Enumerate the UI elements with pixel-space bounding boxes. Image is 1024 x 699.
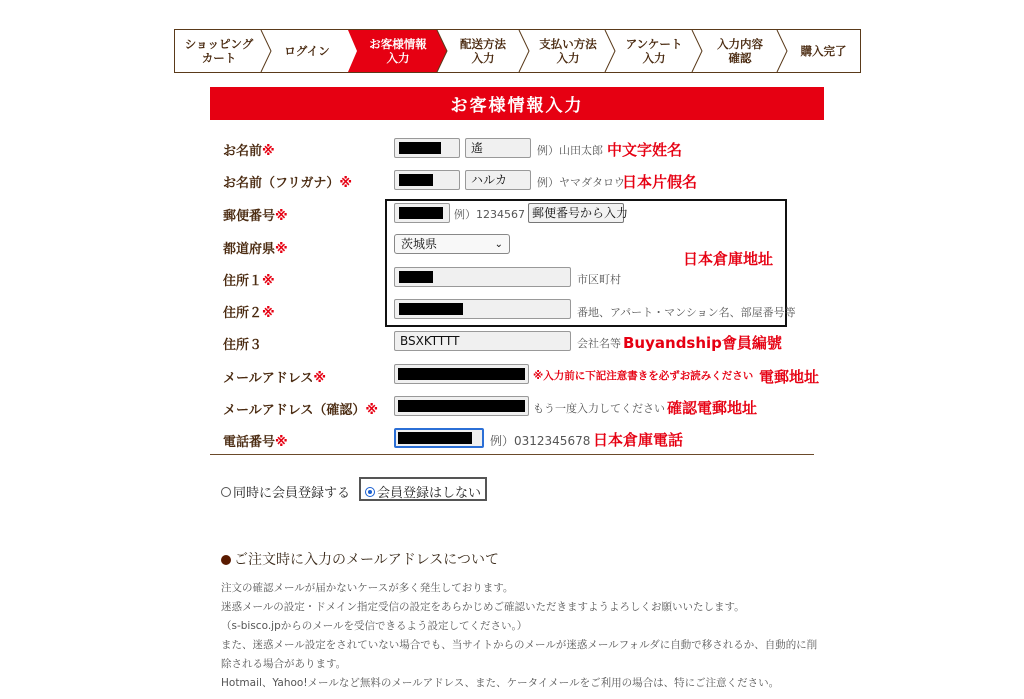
email-confirm-hint: もう一度入力してください (533, 402, 665, 415)
redacted-block (399, 207, 443, 219)
redacted-block (398, 368, 525, 380)
last-kana-input[interactable] (394, 170, 460, 190)
notice-line: Hotmail、Yahoo!メールなど無料のメールアドレス、また、ケータイメールをご利用の場合は、特にご注意ください。 (221, 677, 780, 689)
no-register-radio[interactable]: 会員登録はしない (365, 482, 481, 501)
kana-annotation: 日本片假名 (622, 173, 698, 191)
step-payment: 支払い方法 入力 (539, 37, 597, 65)
notice-line: 注文の確認メールが届かないケースが多く発生しております。 (221, 582, 514, 594)
step-shipping: 配送方法 入力 (460, 37, 506, 65)
page-title: お客様情報入力 (210, 87, 824, 120)
name-annotation: 中文字姓名 (607, 141, 683, 159)
name-label: お名前※ (223, 144, 275, 159)
radio-icon (221, 487, 231, 497)
phone-annotation: 日本倉庫電話 (593, 431, 684, 449)
member-id-annotation: Buyandship會員編號 (623, 334, 782, 352)
redacted-block (399, 271, 433, 283)
postal-label: 郵便番号※ (223, 209, 288, 224)
email-annotation: 電郵地址 (759, 368, 820, 386)
redacted-block (399, 142, 441, 154)
step-cart: ショッピング カート (184, 37, 254, 65)
step-complete: 購入完了 (800, 44, 847, 58)
register-member-radio[interactable]: 同時に会員登録する (221, 482, 350, 501)
kana-example: 例）ヤマダタロウ (537, 176, 625, 189)
prefecture-select[interactable] (394, 234, 510, 254)
address3-hint: 会社名等 (577, 337, 621, 350)
email-confirm-annotation: 確認電郵地址 (667, 399, 758, 417)
address1-hint: 市区町村 (577, 273, 621, 286)
redacted-block (399, 174, 433, 186)
email-input[interactable] (394, 364, 529, 384)
address3-label: 住所３ (223, 338, 263, 353)
address2-label: 住所２※ (223, 306, 275, 321)
redacted-block (399, 303, 463, 315)
phone-label: 電話番号※ (223, 435, 288, 450)
phone-example: 例）0312345678 (490, 434, 591, 448)
phone-input[interactable] (394, 428, 484, 448)
address2-hint: 番地、アパート・マンション名、部屋番号等 (577, 306, 796, 319)
email-confirm-input[interactable] (394, 396, 529, 416)
notice-line: 除される場合があります。 (221, 658, 347, 670)
chevron-down-icon: ⌄ (494, 239, 503, 250)
step-login: ログイン (284, 44, 330, 58)
first-kana-input[interactable]: ハルカ (465, 170, 531, 190)
first-name-input[interactable]: 遙 (465, 138, 531, 158)
email-label: メールアドレス※ (223, 371, 326, 386)
checkout-steps (174, 29, 861, 73)
email-confirm-label: メールアドレス（確認）※ (223, 403, 378, 418)
address3-input[interactable]: BSXKTTTT (394, 331, 571, 351)
address-annotation: 日本倉庫地址 (683, 250, 774, 268)
redacted-block (398, 432, 472, 444)
form-divider (210, 454, 814, 455)
step-customer-info: お客様情報 入力 (369, 37, 427, 65)
postal-example: 例）1234567 (454, 208, 525, 221)
kana-label: お名前（フリガナ）※ (223, 176, 352, 191)
bullet-icon (221, 555, 231, 565)
postal-input[interactable] (394, 203, 450, 223)
radio-selected-icon (365, 487, 375, 497)
address1-label: 住所１※ (223, 274, 275, 289)
notice-line: 迷惑メールの設定・ドメイン指定受信の設定をあらかじめご確認いただきますようよろしくお願いいたします。 (221, 601, 745, 613)
last-name-input[interactable] (394, 138, 460, 158)
notice-heading: ご注文時に入力のメールアドレスについて (221, 549, 499, 569)
step-survey: アンケート 入力 (625, 37, 683, 65)
step-confirm: 入力内容 確認 (717, 37, 763, 65)
address2-input[interactable] (394, 299, 571, 319)
email-warning: ※入力前に下記注意書きを必ずお読みください (533, 370, 754, 382)
notice-line: （s-bisco.jpからのメールを受信できるよう設定してください。） (221, 620, 528, 632)
name-example: 例）山田太郎 (537, 144, 603, 157)
postal-lookup-button[interactable]: 郵便番号から入力 (528, 203, 624, 223)
redacted-block (398, 400, 525, 412)
prefecture-label: 都道府県※ (223, 242, 288, 257)
address1-input[interactable] (394, 267, 571, 287)
prefecture-value: 茨城県 (401, 237, 438, 251)
notice-line: また、迷惑メール設定をされていない場合でも、当サイトからのメールが迷惑メールフォルダに自動で移されるか、自動的に削 (221, 639, 818, 651)
